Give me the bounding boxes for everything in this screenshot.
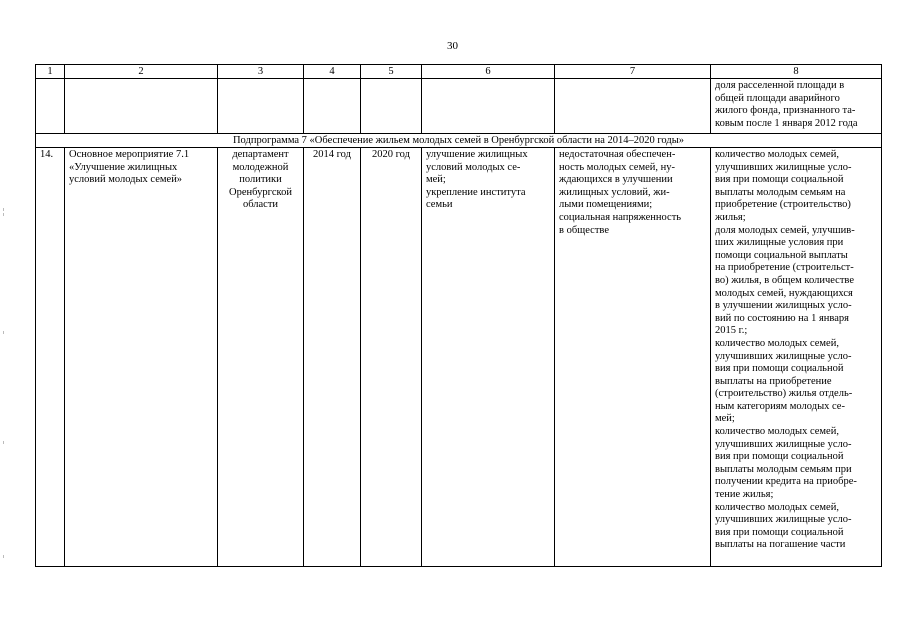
program-table xyxy=(35,64,882,567)
cell-line: общей площади аварийного xyxy=(715,92,840,104)
cell-line: количество молодых семей, xyxy=(715,337,839,349)
column-header-2: 2 xyxy=(65,65,218,79)
cell-line: улучшение жилищных xyxy=(426,149,528,160)
cell-line: ковым после 1 января 2012 года xyxy=(715,117,858,129)
cell-line: ность молодых семей, ну- xyxy=(559,161,675,173)
cell-line: молодежной xyxy=(232,161,289,173)
start-year-cell: 2014 год xyxy=(304,148,361,567)
cell-line: Оренбургской xyxy=(229,186,292,198)
cell-line: количество молодых семей, xyxy=(715,149,839,160)
cell-line: приобретение (строительство) xyxy=(715,199,851,211)
cell-line: выплаты на погашение части xyxy=(715,539,846,551)
cell-line: вия при помощи социальной xyxy=(715,451,844,463)
cell-line: ших жилищные условия при xyxy=(715,237,844,249)
column-number-row xyxy=(36,65,882,79)
cell-line: (строительство) жилья отдель- xyxy=(715,388,853,400)
page-number: 30 xyxy=(447,40,458,52)
cell-line: доля молодых семей, улучшив- xyxy=(715,224,855,236)
cell-line: семьи xyxy=(426,199,453,211)
cell-line: социальная напряженность xyxy=(559,211,682,223)
cell-line: «Улучшение жилищных xyxy=(69,161,178,173)
cell-line: доля расселенной площади в xyxy=(715,80,845,91)
consequences-cell xyxy=(555,148,711,567)
cell-line: мей; xyxy=(715,413,735,425)
cell-line: жилищных условий, жи- xyxy=(559,186,670,198)
cell-line: вия при помощи социальной xyxy=(715,526,844,538)
scan-edge-marks xyxy=(3,0,5,640)
cell-line: недостаточная обеспечен- xyxy=(559,149,676,160)
cell-line: в обществе xyxy=(559,224,609,236)
row-number: 14. xyxy=(36,148,65,567)
cell-line: выплаты молодым семьям при xyxy=(715,463,852,475)
cell-line: помощи социальной выплаты xyxy=(715,249,848,261)
cell-line: ным категориям молодых се- xyxy=(715,400,845,412)
column-header-3: 3 xyxy=(218,65,304,79)
cell-line: улучшивших жилищные усло- xyxy=(715,514,852,526)
cell-line: получении кредита на приобре- xyxy=(715,476,857,488)
cell-line: Основное мероприятие 7.1 xyxy=(69,149,190,160)
cell-line: укрепление института xyxy=(426,186,526,198)
cell-line: департамент xyxy=(232,149,289,160)
cell-line: выплаты молодым семьям на xyxy=(715,186,846,198)
subprogram-title: Подпрограмма 7 «Обеспечение жильем молодых семей в Оренбургской области на 2014–2020 годы» xyxy=(36,134,882,148)
cell-line: условий молодых се- xyxy=(426,161,521,173)
cell-line: мей; xyxy=(426,174,446,186)
cell-line: на приобретение (строительст- xyxy=(715,262,854,274)
table-row xyxy=(36,148,882,567)
column-header-8: 8 xyxy=(711,65,882,79)
cell-line: в улучшении жилищных усло- xyxy=(715,300,852,312)
cell-line: политики xyxy=(239,174,282,186)
subprogram-row xyxy=(36,134,882,148)
expected-result-cell xyxy=(422,148,555,567)
continuation-indicator-cell xyxy=(711,79,882,134)
continuation-row xyxy=(36,79,882,134)
end-year-cell: 2020 год xyxy=(361,148,422,567)
cell-line: жилого фонда, признанного та- xyxy=(715,105,856,117)
executor-cell xyxy=(218,148,304,567)
cell-line: вия при помощи социальной xyxy=(715,363,844,375)
cell-line: количество молодых семей, xyxy=(715,501,839,513)
measure-name-cell xyxy=(65,148,218,567)
cell-line: жилья; xyxy=(715,211,746,223)
cell-line: 2015 г.; xyxy=(715,325,748,337)
cell-line: улучшивших жилищные усло- xyxy=(715,350,852,362)
cell-line: области xyxy=(242,199,279,211)
cell-line: тение жилья; xyxy=(715,489,774,501)
cell-line: лыми помещениями; xyxy=(559,199,653,211)
cell-line: выплаты на приобретение xyxy=(715,375,832,387)
cell-line: улучшивших жилищные усло- xyxy=(715,438,852,450)
indicators-cell xyxy=(711,148,882,567)
cell-line: количество молодых семей, xyxy=(715,426,839,438)
cell-line: ждающихся в улучшении xyxy=(559,174,673,186)
cell-line: во) жилья, в общем количестве xyxy=(715,274,854,286)
cell-line: вия при помощи социальной xyxy=(715,174,844,186)
cell-line: молодых семей, нуждающихся xyxy=(715,287,853,299)
column-header-6: 6 xyxy=(422,65,555,79)
column-header-4: 4 xyxy=(304,65,361,79)
cell-line: улучшивших жилищные усло- xyxy=(715,161,852,173)
cell-line: условий молодых семей» xyxy=(69,174,183,186)
column-header-5: 5 xyxy=(361,65,422,79)
column-header-7: 7 xyxy=(555,65,711,79)
column-header-1: 1 xyxy=(36,65,65,79)
cell-line: вий по состоянию на 1 января xyxy=(715,312,849,324)
